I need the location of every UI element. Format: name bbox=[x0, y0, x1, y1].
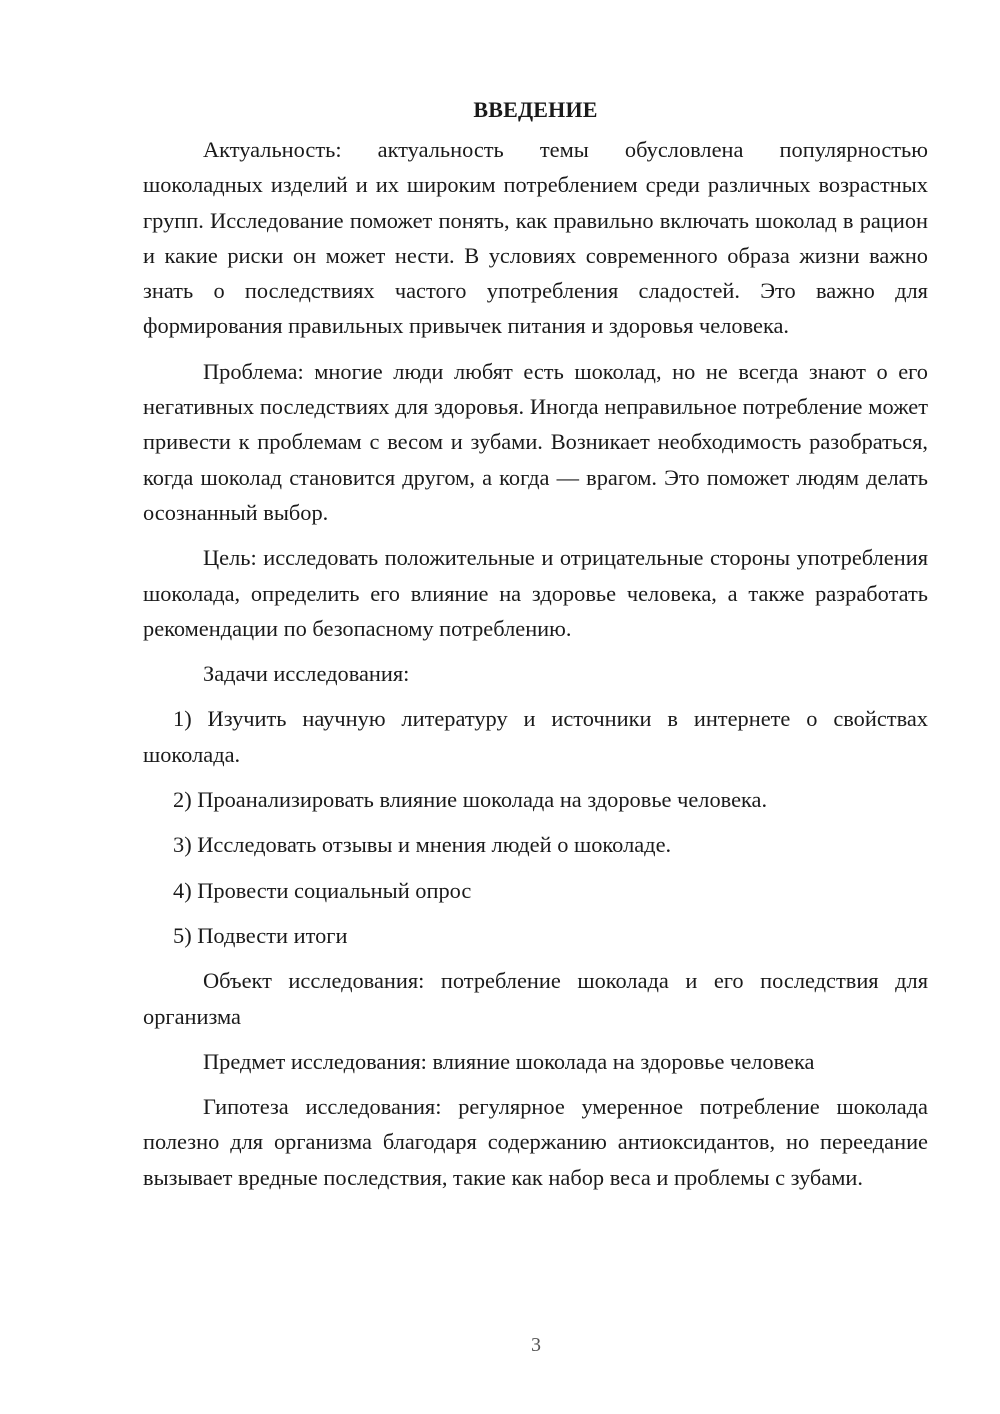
page-number: 3 bbox=[531, 1334, 541, 1356]
task-item: 4) Провести социальный опрос bbox=[173, 877, 472, 903]
section-title: ВВЕДЕНИЕ bbox=[473, 97, 598, 122]
task-item: 1) Изучить научную литературу и источники в интернете о свойствах шоколада. bbox=[143, 706, 928, 767]
task-item: 3) Исследовать отзывы и мнения людей о шоколаде. bbox=[173, 832, 672, 858]
paragraph-hypothesis: Гипотеза исследования: регулярное умеренное потребление шоколада полезно для организма благодаря содержанию антиоксидантов, но переедание вызывает вредные последствия, такие как набор веса и проблемы с зубами. bbox=[143, 1094, 928, 1190]
task-item: 5) Подвести итоги bbox=[173, 922, 348, 948]
page-content bbox=[143, 92, 928, 1205]
task-item: 2) Проанализировать влияние шоколада на здоровье человека. bbox=[173, 787, 768, 813]
paragraph-subject: Предмет исследования: влияние шоколада на здоровье человека bbox=[203, 1048, 815, 1074]
paragraph-object: Объект исследования: потребление шоколада и его последствия для организма bbox=[143, 968, 928, 1029]
paragraph-relevance: Актуальность: актуальность темы обусловлена популярностью шоколадных изделий и их широким потреблением среди различных возрастных групп. Исследование поможет понять, как правильно включать шоколад в рацион и какие риски он может нести. В условиях современного образа жизни важно знать о последствиях частого употребления сладостей. Это важно для формирования правильных привычек питания и здоровья человека. bbox=[143, 137, 928, 339]
tasks-heading: Задачи исследования: bbox=[203, 661, 410, 687]
paragraph-goal: Цель: исследовать положительные и отрицательные стороны употребления шоколада, определить его влияние на здоровье человека, а также разработать рекомендации по безопасному потреблению. bbox=[143, 545, 928, 641]
paragraph-problem: Проблема: многие люди любят есть шоколад, но не всегда знают о его негативных последствиях для здоровья. Иногда неправильное потребление может привести к проблемам с весом и зубами. Возникает необходимость разобраться, когда шоколад становится другом, а когда — врагом. Это поможет людям делать осознанный выбор. bbox=[143, 358, 928, 525]
